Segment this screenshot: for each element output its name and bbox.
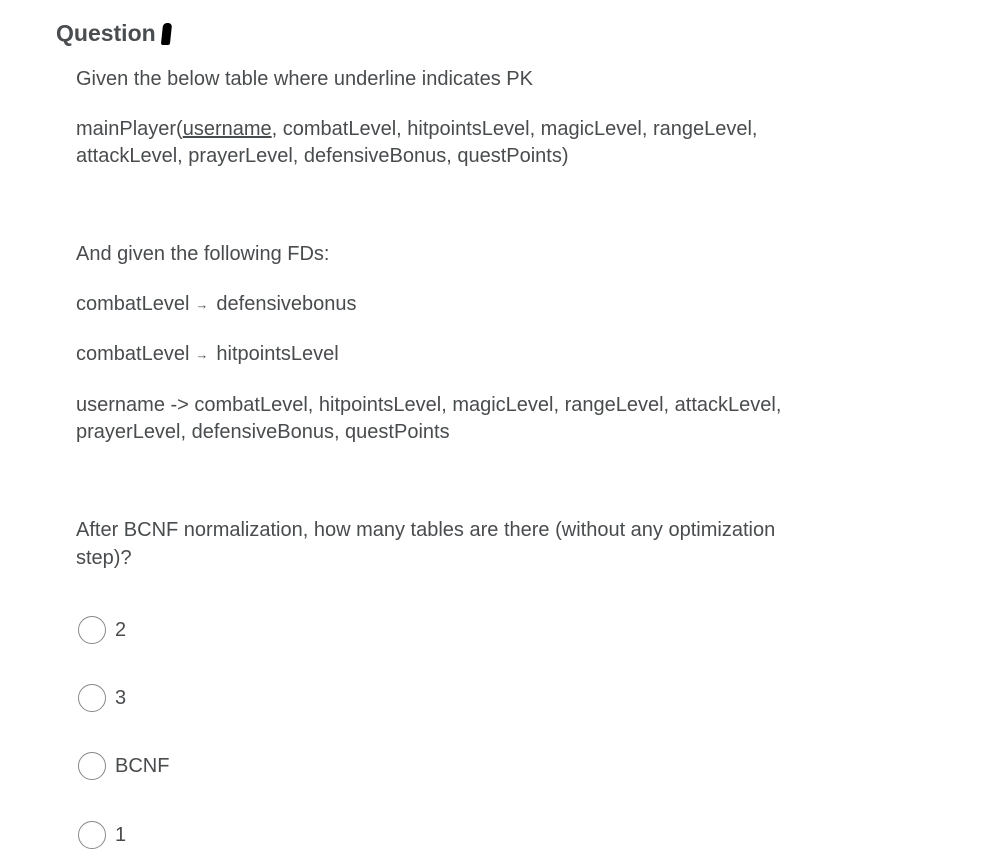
- fd-1-lhs: combatLevel: [76, 293, 190, 315]
- fds-intro: And given the following FDs:: [76, 243, 330, 265]
- fd-3-line-2: prayerLevel, defensiveBonus, questPoints: [76, 421, 450, 443]
- option-label: 2: [115, 618, 127, 641]
- relation-rest: , combatLevel, hitpointsLevel, magicLevel, rangeLevel,: [271, 118, 758, 140]
- question-title-text: Question: [56, 20, 156, 46]
- option-3[interactable]: [78, 684, 126, 712]
- relation-prefix: mainPlayer(: [76, 118, 183, 140]
- relation-line-2: attackLevel, prayerLevel, defensiveBonus, questPoints): [76, 145, 569, 167]
- fd-2-rhs: hitpointsLevel: [216, 343, 339, 365]
- arrow-icon: →: [195, 297, 209, 312]
- radio-button[interactable]: [78, 821, 106, 849]
- fd-1: [76, 291, 357, 318]
- option-bcnf[interactable]: [78, 752, 169, 780]
- fd-2: [76, 341, 339, 368]
- fd-2-lhs: combatLevel: [76, 343, 190, 365]
- arrow-icon: →: [195, 347, 209, 362]
- option-label: 1: [115, 823, 127, 846]
- relation-line-1: [76, 116, 757, 142]
- option-1[interactable]: [78, 821, 126, 849]
- radio-button[interactable]: [78, 616, 106, 644]
- option-label: BCNF: [115, 754, 170, 777]
- fd-3-line-1: username -> combatLevel, hitpointsLevel, magicLevel, rangeLevel, attackLevel,: [76, 394, 782, 416]
- radio-button[interactable]: [78, 684, 106, 712]
- primary-key: username: [182, 118, 272, 140]
- intro-text: Given the below table where underline indicates PK: [76, 68, 533, 90]
- question-title: [56, 20, 171, 47]
- option-2[interactable]: [78, 616, 126, 644]
- option-label: 3: [115, 686, 127, 709]
- question-text-line-2: step)?: [76, 547, 132, 569]
- radio-button[interactable]: [78, 752, 106, 780]
- redaction-mark: [161, 23, 172, 45]
- question-text-line-1: After BCNF normalization, how many tables are there (without any optimization: [76, 519, 776, 541]
- fd-1-rhs: defensivebonus: [216, 293, 357, 315]
